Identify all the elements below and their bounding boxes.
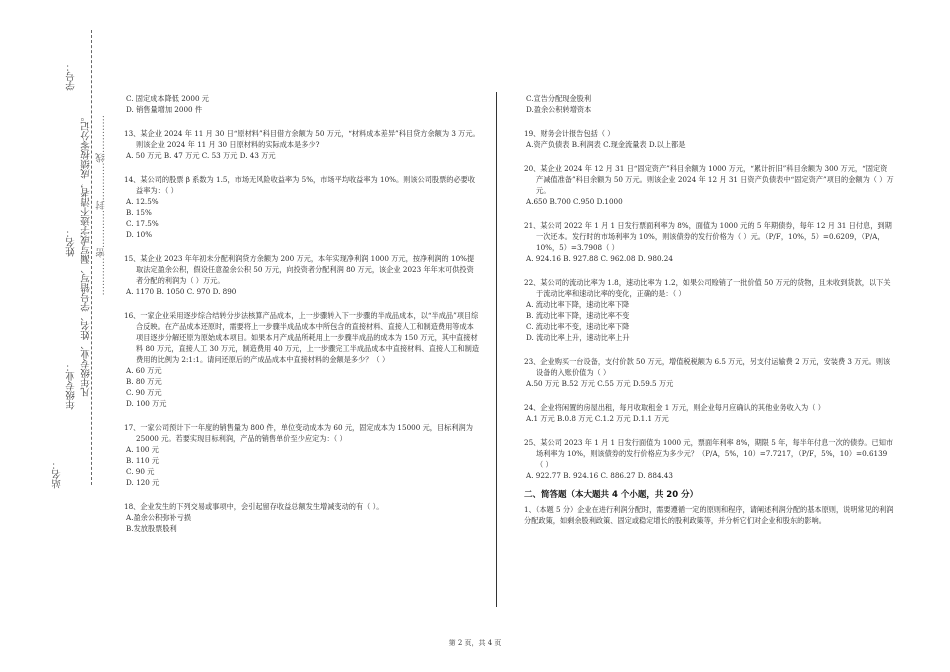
question-text: 19、财务会计报告包括（ ）	[524, 129, 615, 138]
column-divider	[496, 92, 497, 607]
answer-option: A.50 万元 B.52 万元 C.55 万元 D.59.5 万元	[526, 379, 674, 388]
answer-option: A. 12.5%	[126, 197, 159, 206]
page-footer: 第 2 页，共 4 页	[448, 639, 502, 647]
answer-option: A. 100 元	[126, 445, 159, 454]
question-text: 24、企业将闲置的房屋出租，每月收取租金 1 万元，则企业每月应确认的其他业务收入为（ ）	[524, 403, 825, 412]
answer-option: C. 流动比率不变，速动比率下降	[526, 322, 630, 331]
answer-option: C. 17.5%	[126, 219, 159, 228]
answer-option: D. 10%	[126, 230, 153, 239]
answer-option: B. 110 元	[126, 456, 160, 465]
answer-option: A.650 B.700 C.950 D.1000	[526, 197, 623, 206]
question-block	[524, 128, 894, 150]
question-block	[124, 310, 480, 409]
question-block	[124, 174, 480, 240]
left-column	[124, 93, 480, 547]
question-text: 18、企业发生的下列交易或事项中，会引起留存收益总额发生增减变动的有（ ）。	[124, 502, 384, 511]
answer-option: B.发放股票股利	[126, 524, 177, 533]
answer-option: B. 80 万元	[126, 377, 162, 386]
binding-sidebar	[40, 20, 110, 500]
question-text: 23、企业购买一台设备，支付价款 50 万元，增值税税额为 6.5 万元，另支付运输费 2 万元，安装费 3 万元。则该设备的入账价值为（ ）	[524, 357, 891, 377]
question-text: 25、某公司 2023 年 1 月 1 日发行面值为 1000 元，票面年利率 8%，期限 5 年，每半年付息一次的债券。已知市场利率为 10%，则该债券的发行价格应为多少元？（P/A，5%，10）=7.7217，（P/F，5%，10）=0.6139（ ）	[524, 438, 894, 469]
question-text: 13、某企业 2024 年 11 月 30 日“原材料”科目借方余额为 50 万元，“材料成本差异”科目贷方余额为 3 万元。则该企业 2024 年 11 月 30 日原材料的实际成本是多少?	[124, 129, 480, 149]
question-block	[524, 277, 894, 343]
school-label: 站名：	[52, 460, 63, 489]
seal-line-text: …………密…………封…………线…………	[96, 115, 107, 296]
question-block	[124, 128, 480, 161]
question-block	[524, 437, 894, 481]
answer-option: D. 100 万元	[126, 399, 167, 408]
right-column	[524, 93, 894, 526]
question-text: 16、一家企业采用逐步综合结转分步法核算产品成本，上一步骤转入下一步骤的半成品成本，以“半成品”项目综合反映。在产品成本还原时，需要将上一步骤半成品成本中所包含的直接材料、直接人工和制造费用等成本项目逐步分解还原为原始成本项目。如果本月产成品所耗用上一步骤半成品的成本为 150 万元，其中直接材料 80 万元，直接人工 30 万元，制造费用 40 万元，上一步骤完工半成品成本中直接材料、直接人工和制造费用的比例为 2:1:1。请问还原后的产成品成本中直接材料的金额是多少？（ ）	[124, 311, 480, 364]
student-no-label: 学号：	[66, 62, 77, 91]
answer-option: D. 销售量增加 2000 件	[126, 105, 203, 114]
answer-option: B. 15%	[126, 208, 152, 217]
answer-option: D.盈余公积转增资本	[526, 105, 592, 114]
answer-option: C. 90 元	[126, 467, 155, 476]
question-block	[124, 253, 480, 297]
question-text: 14、某公司的股票 β 系数为 1.5，市场无风险收益率为 5%，市场平均收益率为 10%。则该公司股票的必要收益率为：（ ）	[124, 175, 476, 195]
grading-notice: 凡年级专业、姓名、学号错写、漏写或字迹不清者，成绩按零分记。	[81, 112, 92, 397]
section-heading: 二、简答题（本大题共 4 个小题，共 20 分）	[524, 490, 699, 500]
answer-option: A.资产负债表 B.利润表 C.现金流量表 D.以上都是	[526, 140, 686, 149]
question-block	[124, 501, 480, 534]
short-answer-question: 1、（本题 5 分）企业在进行利润分配时，需要遵循一定的原则和程序，请阐述利润分配的基本原则，说明常见的利润分配政策，如剩余股利政策、固定或稳定增长的股利政策等，并分析它们对企业和股东的影响。	[524, 505, 894, 525]
answer-option: A. 流动比率下降，速动比率下降	[526, 300, 630, 309]
name-label: 姓名：	[66, 228, 77, 257]
question-block	[524, 402, 894, 424]
major-label: 年级专业：	[66, 362, 77, 410]
right-questions	[524, 93, 894, 481]
question-text: 15、某企业 2023 年年初未分配利润贷方余额为 200 万元，本年实现净利润 1000 万元，按净利润的 10%提取法定盈余公积，假设任意盈余公积 50 万元，向投资者分配利润 80 万元，该企业 2023 年年末可供投资者分配的利润为（ ）万元。	[124, 254, 475, 285]
answer-option: A.1 万元 B.0.8 万元 C.1.2 万元 D.1.1 万元	[526, 414, 669, 423]
question-block	[524, 220, 894, 264]
answer-option: C.宣告分配现金股利	[526, 94, 592, 103]
question-block	[524, 163, 894, 207]
answer-option: A. 50 万元 B. 47 万元 C. 53 万元 D. 43 万元	[126, 151, 276, 160]
answer-option: C. 固定成本降低 2000 元	[126, 94, 209, 103]
answer-option: D. 120 元	[126, 478, 160, 487]
answer-option: A. 1170 B. 1050 C. 970 D. 890	[126, 287, 237, 296]
question-text: 17、一家公司预计下一年度的销售量为 800 件，单位变动成本为 60 元，固定成本为 15000 元，目标利润为 25000 元。若要实现目标利润，产品的销售单价至少应定为：（ ）	[124, 423, 473, 443]
question-text: 21、某公司 2022 年 1 月 1 日发行票面利率为 8%，面值为 1000 元的 5 年期债券，每年 12 月 31 日付息，到期一次还本。发行时的市场利率为 10%，则该债券的发行价格为（ ）元。（P/F，10%，5）=0.6209，（P/A，10%，5）=3.7908（ ）	[524, 221, 892, 252]
answer-option: A. 922.77 B. 924.16 C. 886.27 D. 884.43	[526, 471, 673, 480]
question-block	[124, 93, 480, 115]
cut-line	[91, 30, 92, 485]
answer-option: A. 924.16 B. 927.88 C. 962.08 D. 980.24	[526, 254, 673, 263]
answer-option: C. 90 万元	[126, 388, 162, 397]
question-text: 20、某企业 2024 年 12 月 31 日“固定资产”科目余额为 1000 万元，“累计折旧”科目余额为 300 万元，“固定资产减值准备”科目余额为 50 万元。则该企业 2024 年 12 月 31 日资产负债表中“固定资产”项目的金额为（ ）万元。	[524, 164, 894, 195]
question-block	[524, 93, 894, 115]
answer-option: A. 60 万元	[126, 366, 162, 375]
answer-option: B. 流动比率下降，速动比率不变	[526, 311, 630, 320]
question-text: 22、某公司的流动比率为 1.8，速动比率为 1.2，如果公司赊销了一批价值 50 万元的货物，且未收到货款，以下关于流动比率和速动比率的变化，正确的是：（ ）	[524, 278, 891, 298]
answer-option: D. 流动比率上升，速动比率上升	[526, 333, 630, 342]
question-block	[124, 422, 480, 488]
question-block	[524, 356, 894, 389]
answer-option: A.盈余公积弥补亏损	[126, 513, 191, 522]
